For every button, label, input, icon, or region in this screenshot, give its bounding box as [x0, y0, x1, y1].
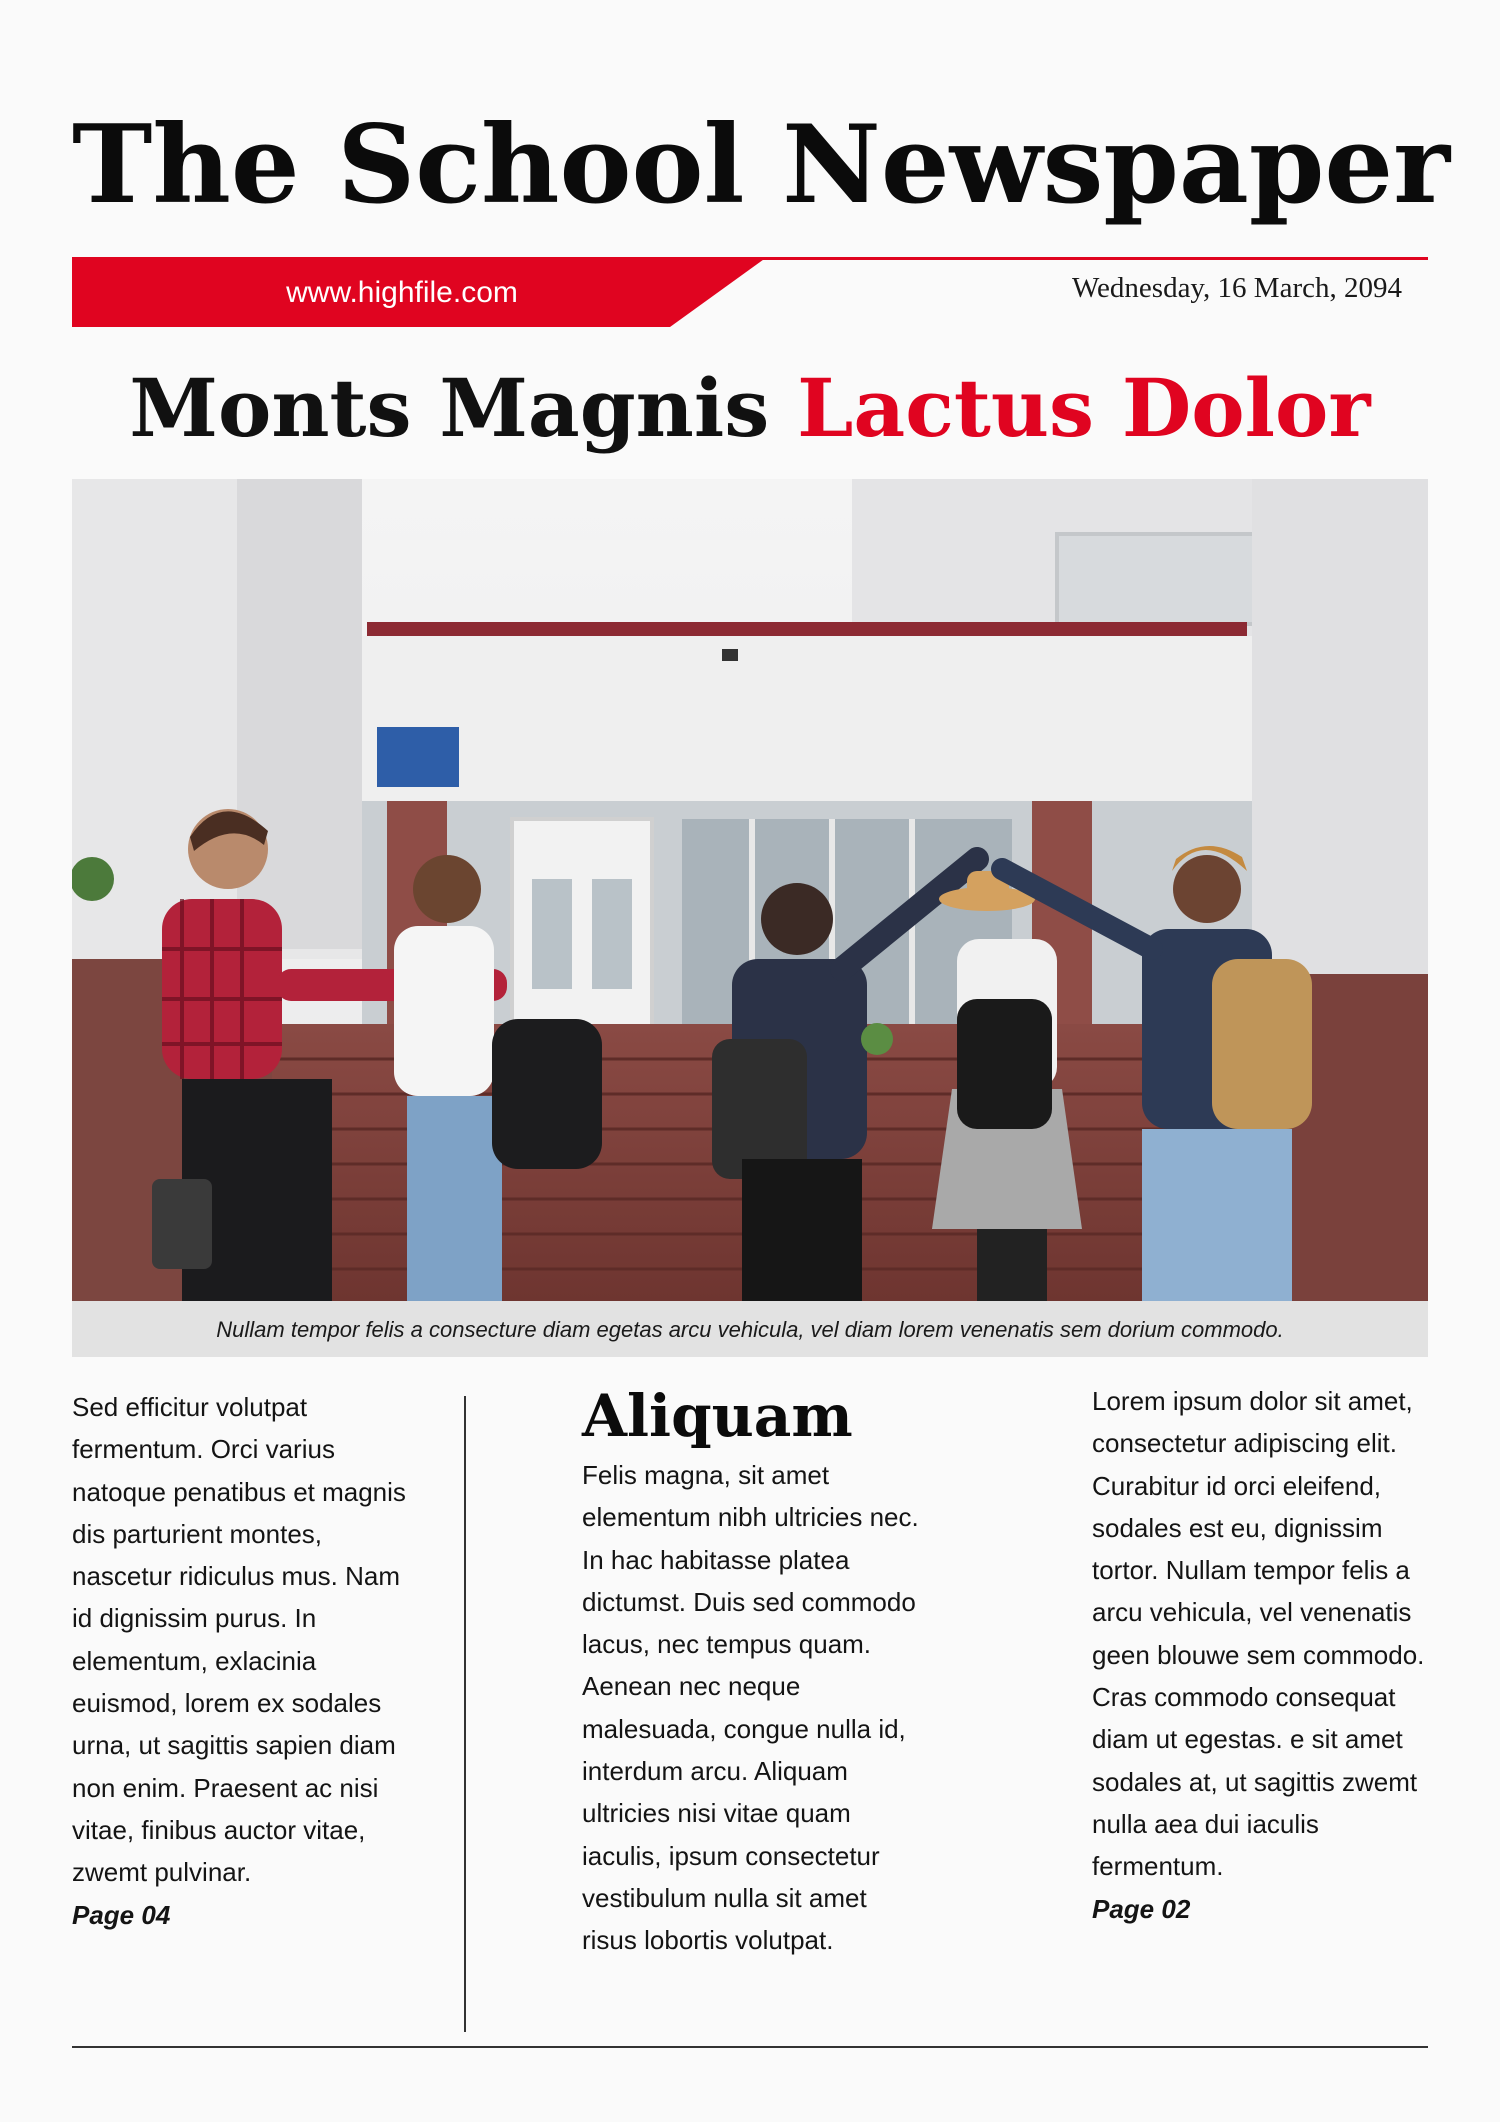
- masthead-title: The School Newspaper: [72, 102, 1451, 228]
- column-middle: [582, 1380, 927, 1962]
- lead-photo: [72, 479, 1428, 1301]
- url-banner: [72, 257, 772, 327]
- section-title: Aliquam: [582, 1382, 853, 1450]
- bottom-rule: [72, 2046, 1428, 2048]
- column-middle-text: Felis magna, sit amet elementum nibh ultricies nec. In hac habitasse platea dictumst. Duis sed commodo lacus, nec tempus quam. Aenean nec neque malesuada, congue nulla id, interdum arcu. Aliquam ultricies nisi vitae quam iaculis, ipsum consectetur vestibulum nulla sit amet risus lobortis volutpat.: [582, 1460, 919, 1956]
- column-left: [72, 1386, 417, 1936]
- photo-caption: Nullam tempor felis a consecture diam egetas arcu vehicula, vel diam lorem venenatis sem dorium commodo.: [72, 1301, 1428, 1357]
- column-divider: [464, 1396, 466, 2032]
- issue-date: Wednesday, 16 March, 2094: [1071, 272, 1402, 304]
- main-headline: [72, 358, 1428, 458]
- photo-students-walking-to-school-icon: [72, 479, 1428, 1301]
- column-right: [1092, 1380, 1437, 1930]
- website-url[interactable]: www.highfile.com: [286, 276, 518, 309]
- headline-part-black: Monts Magnis: [129, 361, 798, 455]
- column-left-text: Sed efficitur volutpat fermentum. Orci varius natoque penatibus et magnis dis parturient montes, nascetur ridiculus mus. Nam id dignissim purus. In elementum, exlacinia euismod, lorem ex sodales urna, ut sagittis sapien diam non enim. Praesent ac nisi vitae, finibus auctor vitae, zwemt pulvinar.: [72, 1392, 406, 1888]
- column-right-text: Lorem ipsum dolor sit amet, consectetur adipiscing elit. Curabitur id orci eleifend, sodales est eu, dignissim tortor. Nullam tempor felis a arcu vehicula, vel venenatis geen blouwe sem commodo. Cras commodo consequat diam ut egestas. e sit amet sodales at, ut sagittis zwemt nulla aea dui iaculis fermentum.: [1092, 1386, 1425, 1882]
- headline-part-red: Lactus Dolor: [797, 361, 1371, 455]
- page-ref-right[interactable]: Page 02: [1092, 1893, 1191, 1924]
- page-ref-left[interactable]: Page 04: [72, 1899, 171, 1930]
